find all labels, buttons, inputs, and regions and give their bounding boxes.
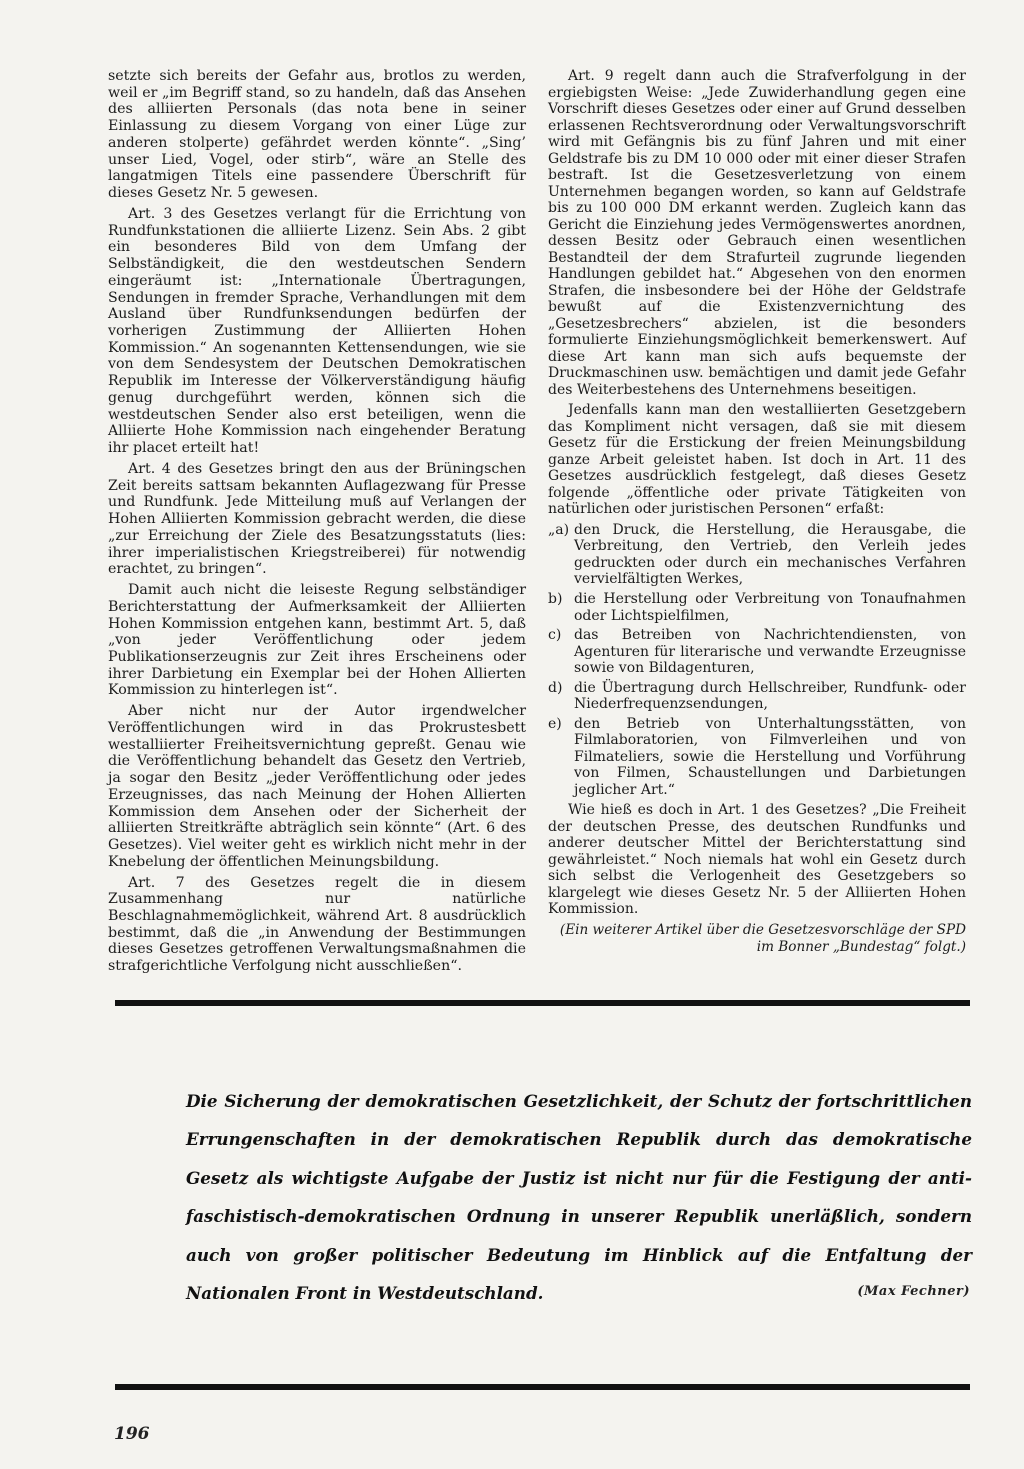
paragraph: Art. 3 des Gesetzes verlangt für die Errichtung von Rundfunkstationen die alliierte Lizenz. Sein Abs. 2 gibt ein besonderes Bild von dem Umfang der Selbständigkeit, die den westdeutschen Sendern eingeräumt ist: „Internationale Übertragungen, Sendungen in fremder Sprache, Verhandlungen mit dem Ausland über Rundfunksendungen bedürfen der vorherigen Zustimmung der Alliierten Hohen Kommission.“ An sogenannten Kettensendungen, wie sie von dem Sendesystem der Deutschen Demokratischen Republik im Interesse der Völkerverständigung häufig genug durchgeführt werden, können sich die westdeutschen Sender also erst beteiligen, wenn die Alliierte Hohe Kommission nach eingehender Beratung ihr placet erteilt hat! [108, 205, 526, 457]
divider-rule [115, 1384, 970, 1390]
list-item-marker: d) [548, 679, 563, 696]
list-item [548, 716, 966, 799]
quote-line: faschistisch-demokratischen Ordnung in unserer Republik unerläßlich, sondern [186, 1206, 972, 1227]
editorial-note: (Ein weiterer Artikel über die Gesetzesvorschläge der SPD im Bonner „Bundestag“ folgt.) [559, 921, 966, 955]
list-item-marker: b) [548, 590, 563, 607]
quote-line: Errungenschaften in der demokratischen Republik durch das demokratische [186, 1129, 972, 1150]
list-item-marker: e) [548, 715, 562, 732]
list-item [548, 627, 966, 677]
quote-block [186, 1082, 972, 1312]
list-item-text: den Betrieb von Unterhaltungsstätten, von Filmlaboratorien, von Filmverleihen und von Filmateliers, sowie die Herstellung und Vorführung von Filmen, Schaustellungen und Darbietungen jeglicher Art.“ [574, 715, 966, 798]
paragraph: Aber nicht nur der Autor irgendwelcher Veröffentlichungen wird in das Prokrustesbett westalliierter Freiheitsvernichtung gepreßt. Genau wie die Veröffentlichung behandelt das Gesetz den Vertrieb, ja sogar den Besitz „jeder Veröffentlichung oder jedes Erzeugnisses, das nach Meinung der Hohen Allierten Kommission dem Ansehen oder der Sicherheit der alliierten Streitkräfte abträglich sein könnte“ (Art. 6 des Gesetzes). Viel weiter geht es wirklich nicht mehr in der Knebelung der öffentlichen Meinungsbildung. [108, 703, 526, 870]
paragraph: Damit auch nicht die leiseste Regung selbständiger Berichterstattung der Aufmerksamkeit der Alliierten Hohen Kommission entgehen kann, bestimmt Art. 5, daß „von jeder Veröffentlichung oder jedem Publikationserzeugnis zur Zeit ihres Erscheinens oder ihrer Darbietung ein Exemplar bei der Hohen Allierten Kommission zu hinterlegen ist“. [108, 582, 526, 699]
divider-rule [115, 1000, 970, 1006]
quote-line: auch von großer politischer Bedeutung im Hinblick auf die Entfaltung der [186, 1244, 972, 1265]
list-item [548, 522, 966, 588]
right-column [548, 68, 966, 960]
list-item [548, 591, 966, 624]
page-number: 196 [114, 1424, 150, 1444]
paragraph: Jedenfalls kann man den westalliierten Gesetzgebern das Kompliment nicht versagen, daß sie mit diesem Gesetz für die Erstickung der freien Meinungsbildung ganze Arbeit geleistet haben. Ist doch in Art. 11 des Gesetzes ausdrücklich festgelegt, daß dieses Gesetz folgende „öffentliche oder private Tätigkeiten von natürlichen oder juristischen Personen“ erfaßt: [548, 402, 966, 518]
paragraph: Art. 9 regelt dann auch die Strafverfolgung in der ergiebigsten Weise: „Jede Zuwiderhandlung gegen eine Vorschrift dieses Gesetzes oder einer auf Grund desselben erlassenen Rechtsverordnung oder Verwaltungsvorschrift wird mit Gefängnis bis zu fünf Jahren und mit einer Geldstrafe bis zu DM 10 000 oder mit einer dieser Strafen bestraft. Ist die Gesetzesverletzung von einem Unternehmen begangen worden, so kann auf Geldstrafe bis zu 100 000 DM erkannt werden. Zugleich kann das Gericht die Einziehung jedes Vermögenswertes anordnen, dessen Besitz oder Gebrauch einen wesentlichen Bestandteil der dem Strafurteil zugrunde liegenden Handlungen gebildet hat.“ Abgesehen von den enormen Strafen, die insbesondere bei der Höhe der Geldstrafe bewußt auf die Existenzvernichtung des „Gesetzesbrechers“ abzielen, ist die besonders formulierte Einziehungsmöglichkeit bemerkenswert. Auf diese Art kann man sich aufs bequemste der Druckmaschinen usw. bemächtigen und damit jede Gefahr des Weiterbestehens des Unternehmens beseitigen. [548, 68, 966, 398]
list-item [548, 680, 966, 713]
quote-author: (Max Fechner) [857, 1284, 970, 1299]
quote-line: Nationalen Front in Westdeutschland. [186, 1283, 544, 1304]
paragraph: Wie hieß es doch in Art. 1 des Gesetzes? „Die Freiheit der deutschen Presse, des deutschen Rundfunks und anderer deutscher Mittel der Berichterstattung sind gewährleistet.“ Noch niemals hat wohl ein Gesetz durch sich selbst die Verlogenheit des Gesetzgebers so klargelegt wie dieses Gesetz Nr. 5 der Alliierten Hohen Kommission. [548, 802, 966, 918]
list-item-text: den Druck, die Herstellung, die Herausgabe, die Verbreitung, den Vertrieb, den Verleih jedes gedruckten oder durch ein mechanisches Verfahren vervielfältigten Werkes, [574, 521, 966, 588]
paragraph: Art. 4 des Gesetzes bringt den aus der Brüningschen Zeit bereits sattsam bekannten Auflagezwang für Presse und Rundfunk. Jede Mitteilung muß auf Verlangen der Hohen Alliierten Kommission gebracht werden, die diese „zur Erreichung der Ziele des Besatzungsstatuts (lies: ihrer imperialistischen Kriegstreiberei) für notwendig erachtet, zu bringen“. [108, 460, 526, 578]
law-item-list [548, 522, 966, 798]
paragraph: Art. 7 des Gesetzes regelt die in diesem Zusammenhang nur natürliche Beschlagnahmemöglichkeit, während Art. 8 ausdrücklich bestimmt, daß die „in Anwendung der Bestimmungen dieses Gesetzes getroffenen Verwaltungsmaßnahmen die strafgerichtliche Verfolgung nicht ausschließen“. [108, 874, 526, 975]
paragraph: setzte sich bereits der Gefahr aus, brotlos zu werden, weil er „im Begriff stand, so zu handeln, daß das Ansehen des alliierten Personals (das nota bene in seiner Einlassung zu diesem Vorgang von einer Lüge zur anderen stolperte) gefährdet werden könnte“. „Sing’ unser Lied, Vogel, oder stirb“, wäre an Stelle des langatmigen Titels eine passendere Überschrift für dieses Gesetz Nr. 5 gewesen. [108, 68, 526, 202]
list-item-text: das Betreiben von Nachrichtendiensten, von Agenturen für literarische und verwandte Erzeugnisse sowie von Bildagenturen, [574, 627, 966, 677]
list-item-text: die Übertragung durch Hellschreiber, Rundfunk- oder Niederfrequenzsendungen, [574, 679, 966, 713]
quote-line: Die Sicherung der demokratischen Gesetzlichkeit, der Schutz der fortschrittlichen [186, 1091, 972, 1111]
quote-line: Gesetz als wichtigste Aufgabe der Justiz ist nicht nur für die Festigung der anti- [186, 1167, 972, 1188]
list-item-text: die Herstellung oder Verbreitung von Tonaufnahmen oder Lichtspielfilmen, [574, 590, 966, 624]
left-column [108, 68, 526, 979]
list-item-marker: c) [548, 627, 562, 644]
list-item-marker: „a) [548, 521, 570, 538]
